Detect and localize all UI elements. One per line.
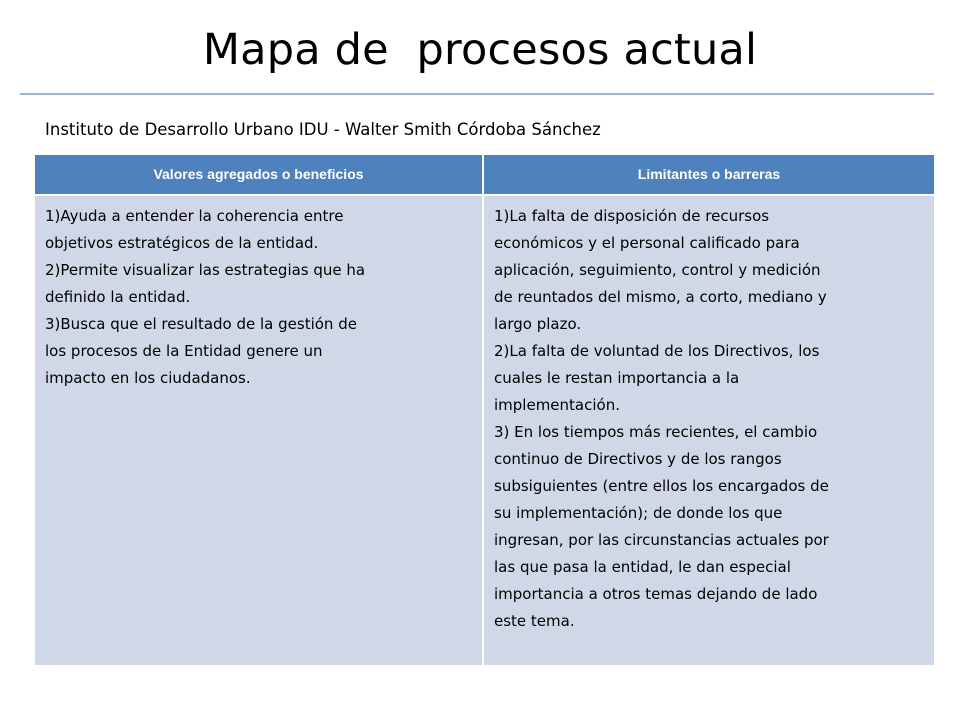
barriers-line: su implementación); de donde los que: [494, 504, 783, 522]
barriers-line: este tema.: [494, 612, 575, 630]
barriers-line: largo plazo.: [494, 315, 582, 333]
slide-title: Mapa de procesos actual: [202, 25, 758, 75]
benefits-line: 1)Ayuda a entender la coherencia entre: [45, 207, 344, 225]
table-cell-barriers: [484, 196, 934, 665]
table-header-benefits: Valores agregados o beneficios: [35, 155, 482, 194]
barriers-line: económicos y el personal calificado para: [494, 234, 800, 252]
comparison-table: [35, 155, 934, 665]
barriers-line: 2)La falta de voluntad de los Directivos, los: [494, 342, 820, 360]
barriers-line: de reuntados del mismo, a corto, mediano y: [494, 288, 827, 306]
benefits-line: 3)Busca que el resultado de la gestión de: [45, 315, 357, 333]
barriers-line: las que pasa la entidad, le dan especial: [494, 558, 791, 576]
barriers-line: importancia a otros temas dejando de lado: [494, 585, 818, 603]
table-header-barriers: Limitantes o barreras: [484, 155, 934, 194]
benefits-line: 2)Permite visualizar las estrategias que ha: [45, 261, 366, 279]
barriers-line: aplicación, seguimiento, control y medición: [494, 261, 821, 279]
title-divider: [20, 93, 934, 95]
slide-subtitle: Instituto de Desarrollo Urbano IDU - Walter Smith Córdoba Sánchez: [45, 120, 601, 139]
benefits-line: los procesos de la Entidad genere un: [45, 342, 323, 360]
benefits-line: objetivos estratégicos de la entidad.: [45, 234, 319, 252]
barriers-line: 1)La falta de disposición de recursos: [494, 207, 770, 225]
barriers-line: continuo de Directivos y de los rangos: [494, 450, 782, 468]
benefits-line: impacto en los ciudadanos.: [45, 369, 251, 387]
table-cell-benefits: [35, 196, 482, 665]
barriers-line: subsiguientes (entre ellos los encargados de: [494, 477, 829, 495]
barriers-line: 3) En los tiempos más recientes, el cambio: [494, 423, 818, 441]
barriers-line: implementación.: [494, 396, 620, 414]
barriers-line: cuales le restan importancia a la: [494, 369, 740, 387]
benefits-line: definido la entidad.: [45, 288, 191, 306]
barriers-line: ingresan, por las circunstancias actuales por: [494, 531, 829, 549]
